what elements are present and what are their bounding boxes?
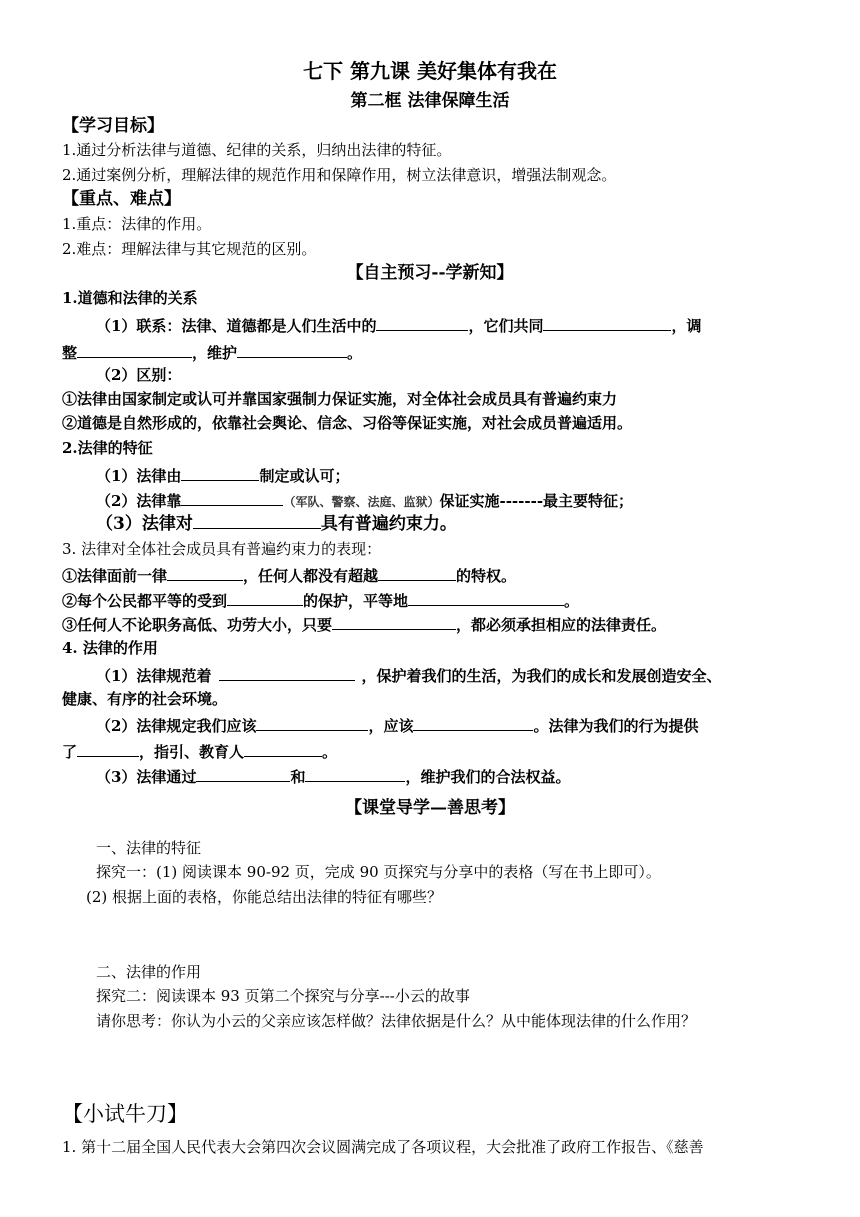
relation-text: （1）联系：法律、道德都是人们生活中的 [96,317,377,335]
feature-text: （1）法律由 [96,467,182,485]
explore-2-question: 请你思考：你认为小云的父亲应该怎样做？法律依据是什么？从中能体现法律的什么作用？ [96,1012,697,1030]
explore-1-task: 探究一：(1) 阅读课本 90-92 页，完成 90 页探究与分享中的表格（写在书上即可）。 [96,863,661,881]
section-1-heading: 1.道德和法律的关系 [62,289,198,307]
relation-text: ，维护 [192,344,238,362]
section-4-heading: 4. 法律的作用 [62,639,158,657]
relation-text: ，调 [671,317,702,335]
role-text: （2）法律规定我们应该 [96,717,257,735]
binding-text: ，都必须承担相应的法律责任。 [456,616,667,634]
difference-moral: ②道德是自然形成的，依靠社会舆论、信念、习俗等保证实施，对社会成员普遍适用。 [62,414,633,432]
section-2-heading: 2.法律的特征 [62,439,153,457]
relation-line-2 [62,340,362,364]
practice-question-1: 1. 第十二届全国人民代表大会第四次会议圆满完成了各项议程，大会批准了政府工作报告、《慈善 [62,1138,704,1156]
binding-text: ③任何人不论职务高低、功劳大小，只要 [62,616,333,634]
fill-blank[interactable] [77,340,192,358]
explore-2-task: 探究二：阅读课本 93 页第二个探究与分享---小云的故事 [96,987,470,1005]
role-text: ，应该 [368,717,414,735]
feature-line-3 [96,511,457,535]
explore-1-question: (2) 根据上面的表格，你能总结出法律的特征有哪些？ [86,888,443,906]
goal-item: 2.通过案例分析，理解法律的规范作用和保障作用，树立法律意识，增强法制观念。 [62,166,617,184]
role-text: （1）法律规范着 [96,667,212,685]
relation-line-1 [96,313,701,337]
fill-blank[interactable] [332,612,456,630]
fill-blank[interactable] [244,739,322,757]
fill-blank[interactable] [408,588,564,606]
goals-heading: 【学习目标】 [62,116,164,136]
binding-text: ②每个公民都平等的受到 [62,592,228,610]
fill-blank[interactable] [378,563,456,581]
difference-label: （2）区别： [96,366,182,384]
binding-text: 的保护，平等地 [303,592,409,610]
feature-text: （2）法律靠 [96,492,182,510]
role-text: ，维护我们的合法权益。 [405,768,571,786]
fill-blank[interactable] [196,764,290,782]
binding-line-1 [62,563,516,587]
role-text: 。 [322,743,338,761]
fill-blank[interactable] [193,511,321,529]
fill-blank[interactable] [167,563,243,581]
keypoint-item: 1.重点：法律的作用。 [62,215,212,233]
keypoint-item: 2.难点：理解法律与其它规范的区别。 [62,240,317,258]
role-line-1-cont: 健康、有序的社会环境。 [62,690,228,708]
keypoints-heading: 【重点、难点】 [62,189,181,209]
fill-blank[interactable] [77,739,139,757]
role-text: 了 [62,743,78,761]
relation-text: 整 [62,344,78,362]
practice-heading: 【小试牛刀】 [62,1102,188,1126]
feature-note: （军队、警察、法庭、监狱） [283,495,440,509]
role-text: 。法律为我们的行为提供 [533,717,699,735]
binding-line-2 [62,588,579,612]
lesson-subtitle: 第二框 法律保障生活 [350,91,510,111]
feature-text: （3）法律对 [96,514,193,534]
fill-blank[interactable] [227,588,303,606]
fill-blank[interactable] [181,488,283,506]
role-text: 和 [290,768,306,786]
binding-text: 的特权。 [456,567,517,585]
feature-line-2 [96,488,633,513]
lesson-title: 七下 第九课 美好集体有我在 [303,59,557,83]
role-line-2-cont [62,739,337,763]
role-text: （3）法律通过 [96,768,197,786]
fill-blank[interactable] [376,313,468,331]
part-1-heading: 一、法律的特征 [96,839,202,857]
feature-line-1 [96,463,349,487]
feature-text: 保证实施-------最主要特征； [439,492,634,510]
difference-law: ①法律由国家制定或认可并靠国家强制力保证实施，对全体社会成员具有普遍约束力 [62,390,618,408]
section-3-heading: 3. 法律对全体社会成员具有普遍约束力的表现： [62,540,382,558]
feature-text: 具有普遍约束力。 [320,514,457,534]
role-text: ，指引、教育人 [139,743,245,761]
fill-blank[interactable] [413,713,533,731]
part-2-heading: 二、法律的作用 [96,963,202,981]
role-line-3 [96,764,570,788]
fill-blank[interactable] [181,463,259,481]
fill-blank[interactable] [305,764,405,782]
binding-text: ①法律面前一律 [62,567,168,585]
role-line-1 [96,663,721,687]
relation-text: ，它们共同 [468,317,544,335]
role-text: ，保护着我们的生活，为我们的成长和发展创造安全、 [361,667,722,685]
binding-text: 。 [564,592,580,610]
fill-blank[interactable] [543,313,671,331]
relation-text: 。 [347,344,363,362]
class-guide-heading: 【课堂导学—善思考】 [345,798,515,818]
preview-heading: 【自主预习--学新知】 [346,263,514,283]
binding-text: ，任何人都没有超越 [243,567,379,585]
fill-blank[interactable] [219,663,355,681]
binding-line-3 [62,612,666,636]
role-line-2 [96,713,698,737]
goal-item: 1.通过分析法律与道德、纪律的关系，归纳出法律的特征。 [62,141,452,159]
fill-blank[interactable] [237,340,347,358]
fill-blank[interactable] [256,713,368,731]
feature-text: 制定或认可； [259,467,350,485]
